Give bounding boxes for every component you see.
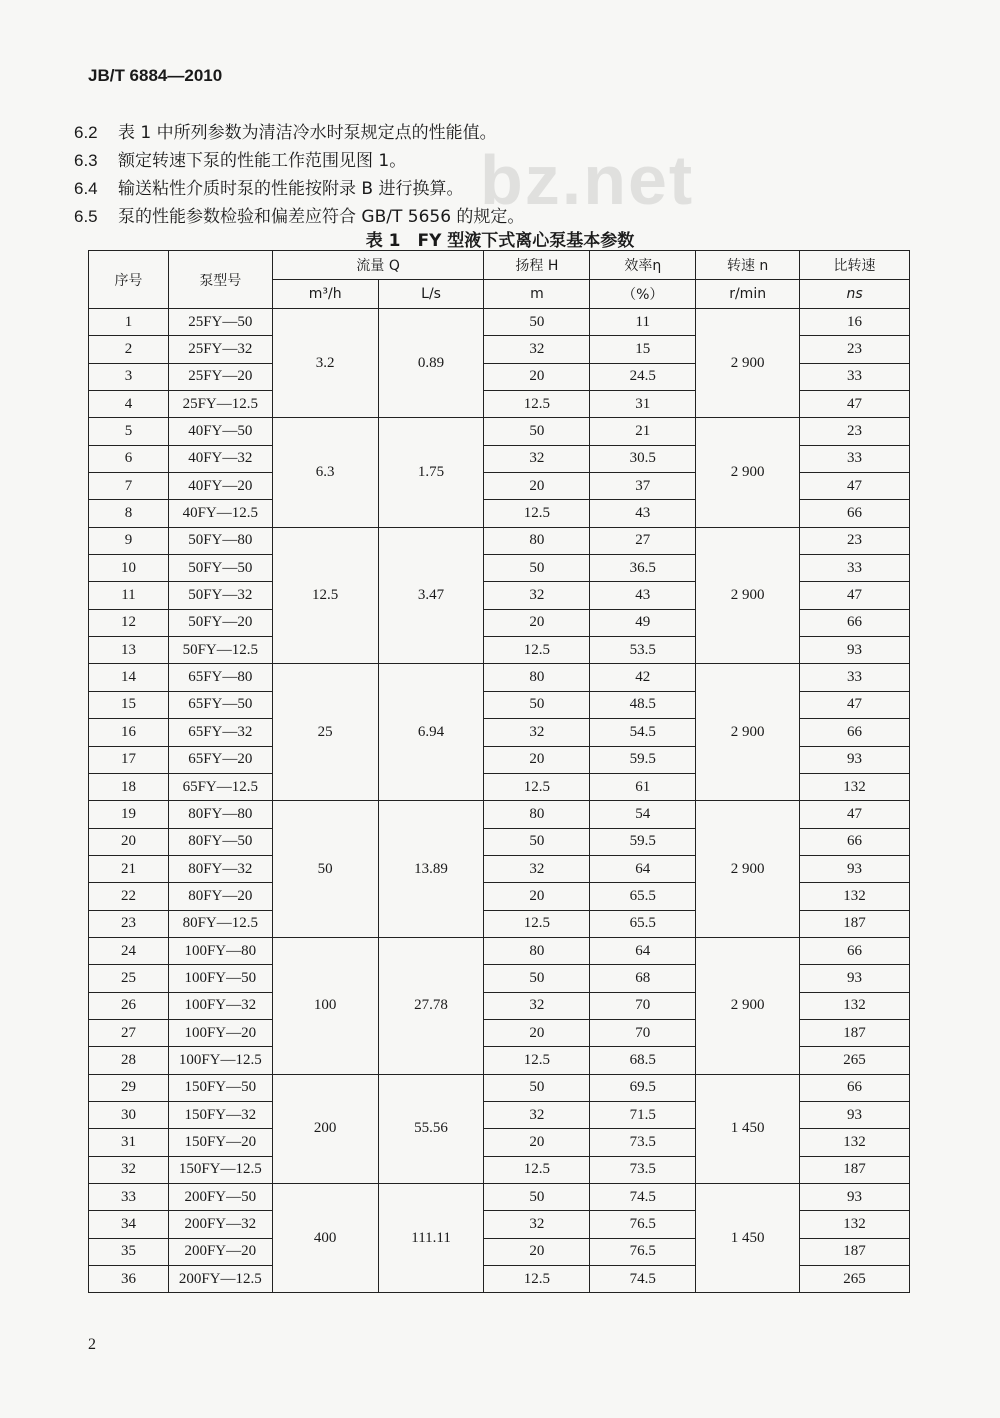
cell-flow-m3h: 50 (272, 801, 378, 938)
cell-model: 40FY—20 (168, 473, 272, 500)
cell-specific-speed: 187 (800, 1019, 910, 1046)
cell-specific-speed: 132 (800, 992, 910, 1019)
cell-model: 100FY—32 (168, 992, 272, 1019)
header-specific-speed: 比转速 (800, 251, 910, 280)
cell-speed: 2 900 (696, 664, 800, 801)
cell-head: 12.5 (484, 1156, 590, 1183)
cell-head: 50 (484, 309, 590, 336)
cell-specific-speed: 23 (800, 336, 910, 363)
cell-seq: 3 (89, 363, 169, 390)
standard-number: JB/T 6884—2010 (88, 66, 223, 85)
cell-efficiency: 54 (590, 801, 696, 828)
cell-efficiency: 61 (590, 773, 696, 800)
cell-head: 50 (484, 418, 590, 445)
cell-head: 12.5 (484, 391, 590, 418)
paragraph-6-4 (74, 174, 463, 199)
cell-head: 32 (484, 582, 590, 609)
cell-flow-ls: 55.56 (378, 1074, 484, 1183)
cell-model: 80FY—32 (168, 855, 272, 882)
cell-speed: 2 900 (696, 309, 800, 418)
cell-specific-speed: 93 (800, 1101, 910, 1128)
cell-model: 80FY—12.5 (168, 910, 272, 937)
cell-seq: 27 (89, 1019, 169, 1046)
cell-model: 50FY—20 (168, 609, 272, 636)
cell-specific-speed: 93 (800, 965, 910, 992)
cell-flow-ls: 0.89 (378, 309, 484, 418)
cell-seq: 17 (89, 746, 169, 773)
cell-specific-speed: 66 (800, 609, 910, 636)
cell-speed: 2 900 (696, 418, 800, 527)
cell-model: 100FY—12.5 (168, 1047, 272, 1074)
cell-seq: 24 (89, 937, 169, 964)
cell-flow-m3h: 12.5 (272, 527, 378, 664)
cell-seq: 36 (89, 1266, 169, 1293)
cell-flow-ls: 111.11 (378, 1184, 484, 1293)
cell-head: 80 (484, 527, 590, 554)
cell-flow-ls: 13.89 (378, 801, 484, 938)
cell-seq: 5 (89, 418, 169, 445)
cell-efficiency: 43 (590, 500, 696, 527)
cell-efficiency: 24.5 (590, 363, 696, 390)
cell-head: 50 (484, 1074, 590, 1101)
cell-specific-speed: 23 (800, 527, 910, 554)
pump-parameters-table (88, 250, 910, 1293)
cell-seq: 6 (89, 445, 169, 472)
paragraph-number: 6.5 (74, 207, 98, 226)
cell-model: 80FY—20 (168, 883, 272, 910)
table-row (89, 1074, 910, 1101)
cell-efficiency: 21 (590, 418, 696, 445)
cell-specific-speed: 187 (800, 910, 910, 937)
cell-efficiency: 48.5 (590, 691, 696, 718)
cell-head: 20 (484, 746, 590, 773)
cell-seq: 32 (89, 1156, 169, 1183)
cell-model: 100FY—20 (168, 1019, 272, 1046)
cell-efficiency: 36.5 (590, 555, 696, 582)
cell-model: 65FY—32 (168, 719, 272, 746)
cell-head: 50 (484, 555, 590, 582)
cell-model: 150FY—20 (168, 1129, 272, 1156)
cell-efficiency: 30.5 (590, 445, 696, 472)
cell-model: 50FY—80 (168, 527, 272, 554)
cell-efficiency: 76.5 (590, 1211, 696, 1238)
header-head: 扬程 H (484, 251, 590, 280)
header-efficiency-unit: （%） (590, 280, 696, 309)
cell-seq: 8 (89, 500, 169, 527)
cell-model: 65FY—80 (168, 664, 272, 691)
table-row (89, 309, 910, 336)
header-flow-unit-m3h: m³/h (272, 280, 378, 309)
paragraph-number: 6.4 (74, 179, 98, 198)
cell-specific-speed: 33 (800, 445, 910, 472)
cell-specific-speed: 47 (800, 801, 910, 828)
header-flow-unit-ls: L/s (378, 280, 484, 309)
cell-seq: 25 (89, 965, 169, 992)
cell-head: 20 (484, 609, 590, 636)
cell-specific-speed: 265 (800, 1047, 910, 1074)
cell-specific-speed: 66 (800, 828, 910, 855)
cell-specific-speed: 187 (800, 1238, 910, 1265)
header-speed-unit: r/min (696, 280, 800, 309)
cell-efficiency: 71.5 (590, 1101, 696, 1128)
cell-model: 65FY—20 (168, 746, 272, 773)
cell-head: 80 (484, 664, 590, 691)
cell-seq: 21 (89, 855, 169, 882)
cell-seq: 28 (89, 1047, 169, 1074)
cell-seq: 7 (89, 473, 169, 500)
cell-head: 20 (484, 1019, 590, 1046)
cell-specific-speed: 23 (800, 418, 910, 445)
cell-seq: 23 (89, 910, 169, 937)
cell-efficiency: 59.5 (590, 746, 696, 773)
cell-specific-speed: 33 (800, 363, 910, 390)
cell-head: 32 (484, 855, 590, 882)
cell-head: 80 (484, 801, 590, 828)
header-speed: 转速 n (696, 251, 800, 280)
cell-efficiency: 15 (590, 336, 696, 363)
cell-model: 80FY—80 (168, 801, 272, 828)
cell-head: 12.5 (484, 1047, 590, 1074)
cell-efficiency: 65.5 (590, 910, 696, 937)
header-seq: 序号 (89, 251, 169, 309)
cell-head: 20 (484, 1238, 590, 1265)
header-model: 泵型号 (168, 251, 272, 309)
cell-seq: 35 (89, 1238, 169, 1265)
cell-speed: 2 900 (696, 937, 800, 1074)
cell-head: 12.5 (484, 500, 590, 527)
paragraph-text: 泵的性能参数检验和偏差应符合 GB/T 5656 的规定。 (118, 207, 525, 227)
header-flow: 流量 Q (272, 251, 484, 280)
cell-seq: 15 (89, 691, 169, 718)
cell-model: 65FY—50 (168, 691, 272, 718)
cell-model: 25FY—20 (168, 363, 272, 390)
cell-specific-speed: 33 (800, 555, 910, 582)
cell-seq: 26 (89, 992, 169, 1019)
cell-efficiency: 68.5 (590, 1047, 696, 1074)
cell-head: 20 (484, 883, 590, 910)
cell-efficiency: 70 (590, 1019, 696, 1046)
cell-specific-speed: 47 (800, 691, 910, 718)
cell-efficiency: 68 (590, 965, 696, 992)
cell-efficiency: 76.5 (590, 1238, 696, 1265)
cell-head: 50 (484, 691, 590, 718)
table-row (89, 527, 910, 554)
cell-model: 150FY—50 (168, 1074, 272, 1101)
cell-flow-m3h: 6.3 (272, 418, 378, 527)
cell-specific-speed: 66 (800, 1074, 910, 1101)
cell-model: 200FY—50 (168, 1184, 272, 1211)
cell-speed: 2 900 (696, 527, 800, 664)
cell-head: 32 (484, 1101, 590, 1128)
cell-seq: 16 (89, 719, 169, 746)
cell-head: 32 (484, 336, 590, 363)
cell-speed: 1 450 (696, 1184, 800, 1293)
cell-specific-speed: 93 (800, 637, 910, 664)
cell-seq: 1 (89, 309, 169, 336)
cell-efficiency: 59.5 (590, 828, 696, 855)
cell-head: 50 (484, 828, 590, 855)
cell-flow-ls: 6.94 (378, 664, 484, 801)
cell-efficiency: 64 (590, 937, 696, 964)
watermark: bz.net (480, 141, 695, 219)
cell-head: 32 (484, 1211, 590, 1238)
cell-model: 50FY—50 (168, 555, 272, 582)
cell-model: 200FY—20 (168, 1238, 272, 1265)
cell-seq: 20 (89, 828, 169, 855)
cell-head: 32 (484, 992, 590, 1019)
cell-specific-speed: 47 (800, 473, 910, 500)
cell-flow-m3h: 200 (272, 1074, 378, 1183)
cell-efficiency: 65.5 (590, 883, 696, 910)
cell-seq: 31 (89, 1129, 169, 1156)
cell-model: 200FY—12.5 (168, 1266, 272, 1293)
cell-flow-ls: 1.75 (378, 418, 484, 527)
cell-head: 12.5 (484, 910, 590, 937)
cell-seq: 2 (89, 336, 169, 363)
cell-specific-speed: 187 (800, 1156, 910, 1183)
header-efficiency: 效率η (590, 251, 696, 280)
cell-specific-speed: 47 (800, 582, 910, 609)
cell-specific-speed: 93 (800, 855, 910, 882)
cell-efficiency: 69.5 (590, 1074, 696, 1101)
cell-head: 20 (484, 363, 590, 390)
cell-efficiency: 43 (590, 582, 696, 609)
cell-model: 100FY—80 (168, 937, 272, 964)
table-row (89, 937, 910, 964)
cell-efficiency: 11 (590, 309, 696, 336)
cell-head: 20 (484, 1129, 590, 1156)
paragraph-number: 6.2 (74, 123, 98, 142)
cell-specific-speed: 93 (800, 746, 910, 773)
cell-seq: 10 (89, 555, 169, 582)
cell-seq: 14 (89, 664, 169, 691)
cell-model: 200FY—32 (168, 1211, 272, 1238)
cell-seq: 33 (89, 1184, 169, 1211)
cell-seq: 22 (89, 883, 169, 910)
cell-efficiency: 64 (590, 855, 696, 882)
header-specific-speed-symbol: ns (800, 280, 910, 309)
cell-flow-ls: 3.47 (378, 527, 484, 664)
cell-model: 25FY—32 (168, 336, 272, 363)
cell-head: 32 (484, 445, 590, 472)
cell-head: 12.5 (484, 773, 590, 800)
cell-seq: 30 (89, 1101, 169, 1128)
cell-specific-speed: 66 (800, 937, 910, 964)
cell-efficiency: 73.5 (590, 1156, 696, 1183)
cell-efficiency: 70 (590, 992, 696, 1019)
cell-specific-speed: 265 (800, 1266, 910, 1293)
cell-head: 12.5 (484, 637, 590, 664)
table-title: 表 1 FY 型液下式离心泵基本参数 (365, 231, 635, 251)
cell-seq: 19 (89, 801, 169, 828)
paragraph-text: 表 1 中所列参数为清洁冷水时泵规定点的性能值。 (118, 123, 497, 143)
cell-specific-speed: 66 (800, 500, 910, 527)
cell-specific-speed: 132 (800, 773, 910, 800)
cell-specific-speed: 47 (800, 391, 910, 418)
cell-model: 25FY—50 (168, 309, 272, 336)
cell-head: 32 (484, 719, 590, 746)
paragraph-6-3 (74, 146, 406, 171)
cell-specific-speed: 132 (800, 1211, 910, 1238)
cell-seq: 18 (89, 773, 169, 800)
cell-efficiency: 74.5 (590, 1266, 696, 1293)
cell-model: 100FY—50 (168, 965, 272, 992)
cell-model: 50FY—12.5 (168, 637, 272, 664)
cell-specific-speed: 132 (800, 1129, 910, 1156)
cell-efficiency: 42 (590, 664, 696, 691)
cell-specific-speed: 93 (800, 1184, 910, 1211)
cell-speed: 1 450 (696, 1074, 800, 1183)
cell-efficiency: 27 (590, 527, 696, 554)
table-row (89, 1184, 910, 1211)
cell-model: 65FY—12.5 (168, 773, 272, 800)
cell-seq: 12 (89, 609, 169, 636)
cell-specific-speed: 132 (800, 883, 910, 910)
table-row (89, 801, 910, 828)
header-head-unit: m (484, 280, 590, 309)
cell-model: 150FY—32 (168, 1101, 272, 1128)
cell-model: 25FY—12.5 (168, 391, 272, 418)
cell-seq: 11 (89, 582, 169, 609)
cell-model: 40FY—50 (168, 418, 272, 445)
cell-head: 50 (484, 965, 590, 992)
paragraph-text: 额定转速下泵的性能工作范围见图 1。 (118, 151, 407, 171)
cell-seq: 9 (89, 527, 169, 554)
cell-efficiency: 53.5 (590, 637, 696, 664)
cell-head: 20 (484, 473, 590, 500)
cell-head: 80 (484, 937, 590, 964)
cell-flow-m3h: 25 (272, 664, 378, 801)
cell-head: 12.5 (484, 1266, 590, 1293)
cell-efficiency: 54.5 (590, 719, 696, 746)
cell-head: 50 (484, 1184, 590, 1211)
cell-efficiency: 31 (590, 391, 696, 418)
cell-flow-m3h: 400 (272, 1184, 378, 1293)
cell-seq: 13 (89, 637, 169, 664)
paragraph-number: 6.3 (74, 151, 98, 170)
cell-seq: 29 (89, 1074, 169, 1101)
cell-efficiency: 37 (590, 473, 696, 500)
cell-flow-m3h: 100 (272, 937, 378, 1074)
cell-model: 40FY—32 (168, 445, 272, 472)
table-row (89, 418, 910, 445)
cell-efficiency: 74.5 (590, 1184, 696, 1211)
table-row (89, 664, 910, 691)
paragraph-6-2 (74, 118, 497, 143)
cell-model: 150FY—12.5 (168, 1156, 272, 1183)
cell-model: 80FY—50 (168, 828, 272, 855)
cell-flow-ls: 27.78 (378, 937, 484, 1074)
cell-efficiency: 73.5 (590, 1129, 696, 1156)
cell-specific-speed: 33 (800, 664, 910, 691)
cell-model: 40FY—12.5 (168, 500, 272, 527)
paragraph-6-5 (74, 202, 524, 227)
cell-specific-speed: 16 (800, 309, 910, 336)
cell-seq: 34 (89, 1211, 169, 1238)
cell-specific-speed: 66 (800, 719, 910, 746)
page-number: 2 (88, 1336, 96, 1353)
cell-seq: 4 (89, 391, 169, 418)
cell-speed: 2 900 (696, 801, 800, 938)
cell-efficiency: 49 (590, 609, 696, 636)
paragraph-text: 输送粘性介质时泵的性能按附录 B 进行换算。 (118, 179, 464, 199)
cell-model: 50FY—32 (168, 582, 272, 609)
cell-flow-m3h: 3.2 (272, 309, 378, 418)
